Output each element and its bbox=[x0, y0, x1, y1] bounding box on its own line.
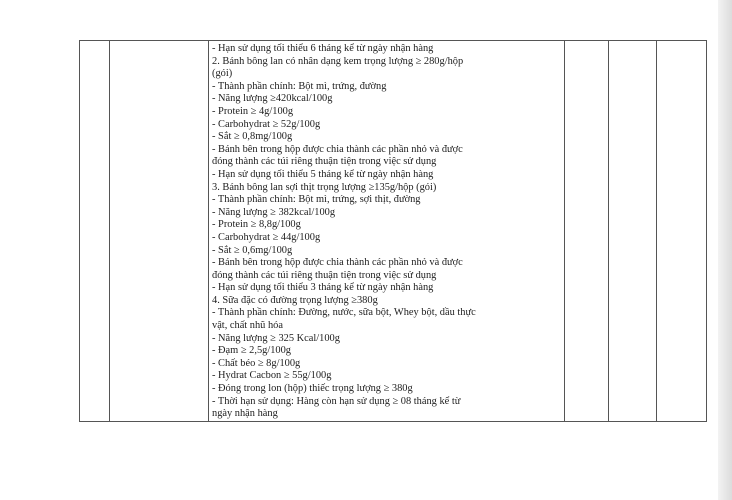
spec-line: - Carbohydrat ≥ 52g/100g bbox=[212, 118, 321, 130]
spec-line: - Năng lượng ≥420kcal/100g bbox=[212, 93, 333, 105]
quantity-cell bbox=[609, 41, 657, 422]
table-row bbox=[80, 41, 707, 422]
spec-line: vật, chất nhũ hóa bbox=[212, 320, 283, 332]
spec-line: - Đóng trong lon (hộp) thiếc trọng lượng ≥ 380g bbox=[212, 383, 413, 395]
spec-line: - Hydrat Cacbon ≥ 55g/100g bbox=[212, 370, 332, 382]
index-cell bbox=[80, 41, 110, 422]
spec-line: 4. Sữa đặc có đường trọng lượng ≥380g bbox=[212, 294, 378, 306]
spec-line: - Chất béo ≥ 8g/100g bbox=[212, 357, 301, 369]
spec-line: - Thời hạn sử dụng: Hàng còn hạn sử dụng ≥ 08 tháng kể từ bbox=[212, 395, 461, 407]
spec-line: - Thành phần chính: Bột mì, trứng, sợi thịt, đường bbox=[212, 194, 421, 206]
spec-line: - Năng lượng ≥ 325 Kcal/100g bbox=[212, 332, 340, 344]
spec-line: - Hạn sử dụng tối thiểu 5 tháng kể từ ngày nhận hàng bbox=[212, 168, 434, 180]
spec-line: 3. Bánh bông lan sợi thịt trọng lượng ≥135g/hộp (gói) bbox=[212, 181, 437, 193]
unit-cell bbox=[565, 41, 609, 422]
spec-line: đóng thành các túi riêng thuận tiện trong việc sử dụng bbox=[212, 156, 437, 168]
spec-line: - Năng lượng ≥ 382kcal/100g bbox=[212, 206, 336, 218]
spec-line: 2. Bánh bông lan có nhân dạng kem trọng lượng ≥ 280g/hộp bbox=[212, 55, 464, 67]
note-cell bbox=[657, 41, 707, 422]
spec-line: ngày nhận hàng bbox=[212, 408, 278, 420]
spec-line: - Bánh bên trong hộp được chia thành các phần nhỏ và được bbox=[212, 143, 463, 155]
spec-line: đóng thành các túi riêng thuận tiện trong việc sử dụng bbox=[212, 269, 437, 281]
spec-line: - Carbohydrat ≥ 44g/100g bbox=[212, 231, 321, 243]
spec-line: - Sắt ≥ 0,8mg/100g bbox=[212, 131, 293, 143]
spec-line: - Bánh bên trong hộp được chia thành các phần nhỏ và được bbox=[212, 257, 463, 269]
spec-line: - Thành phần chính: Bột mì, trứng, đường bbox=[212, 80, 387, 92]
spec-line: - Protein ≥ 8,8g/100g bbox=[212, 219, 301, 231]
spec-line: - Sắt ≥ 0,6mg/100g bbox=[212, 244, 293, 256]
spec-line: - Thành phần chính: Đường, nước, sữa bột, Whey bột, dầu thực bbox=[212, 307, 476, 319]
spec-line: - Protein ≥ 4g/100g bbox=[212, 105, 294, 117]
spec-line: - Hạn sử dụng tối thiểu 6 tháng kể từ ngày nhận hàng bbox=[212, 43, 434, 54]
spec-line: - Đạm ≥ 2,5g/100g bbox=[212, 345, 292, 357]
page-edge-shadow bbox=[718, 0, 732, 500]
specification-text bbox=[209, 41, 564, 421]
specification-table bbox=[79, 40, 707, 422]
specification-cell bbox=[209, 41, 565, 422]
spec-line: (gói) bbox=[212, 68, 233, 80]
spec-line: - Hạn sử dụng tối thiểu 3 tháng kể từ ngày nhận hàng bbox=[212, 282, 434, 294]
item-name-cell bbox=[110, 41, 209, 422]
